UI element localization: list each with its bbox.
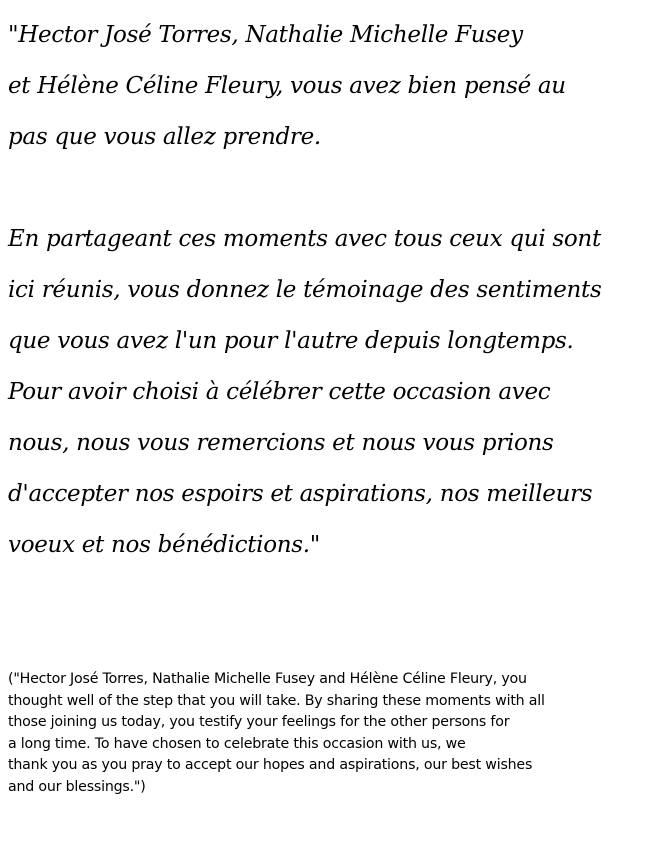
english-translation-text	[8, 669, 644, 799]
french-blessing-text	[8, 10, 644, 571]
french-line-6: que vous avez l'un pour l'autre depuis longtemps.	[8, 328, 574, 354]
french-line-7: Pour avoir choisi à célébrer cette occasion avec	[8, 379, 551, 405]
french-line-4: En partageant ces moments avec tous ceux qui sont	[8, 226, 601, 252]
english-line-5: thank you as you pray to accept our hopes and aspirations, our best wishes	[8, 757, 533, 774]
french-line-8: nous, nous vous remercions et nous vous prions	[8, 430, 554, 456]
french-line-3: pas que vous allez prendre.	[8, 124, 321, 150]
french-line-10: voeux et nos bénédictions."	[8, 532, 321, 558]
english-line-4: a long time. To have chosen to celebrate this occasion with us, we	[8, 735, 466, 752]
english-line-2: thought well of the step that you will take. By sharing these moments with all	[8, 692, 545, 709]
english-line-6: and our blessings.")	[8, 778, 146, 795]
french-line-2: et Hélène Céline Fleury, vous avez bien pensé au	[8, 73, 566, 99]
paragraph-gap	[8, 163, 644, 214]
english-line-3: those joining us today, you testify your feelings for the other persons for	[8, 714, 510, 731]
french-line-1: "Hector José Torres, Nathalie Michelle Fusey	[8, 22, 523, 48]
english-line-1: ("Hector José Torres, Nathalie Michelle Fusey and Hélène Céline Fleury, you	[8, 671, 527, 687]
french-line-5: ici réunis, vous donnez le témoinage des sentiments	[8, 277, 602, 303]
french-line-9: d'accepter nos espoirs et aspirations, nos meilleurs	[8, 481, 593, 507]
